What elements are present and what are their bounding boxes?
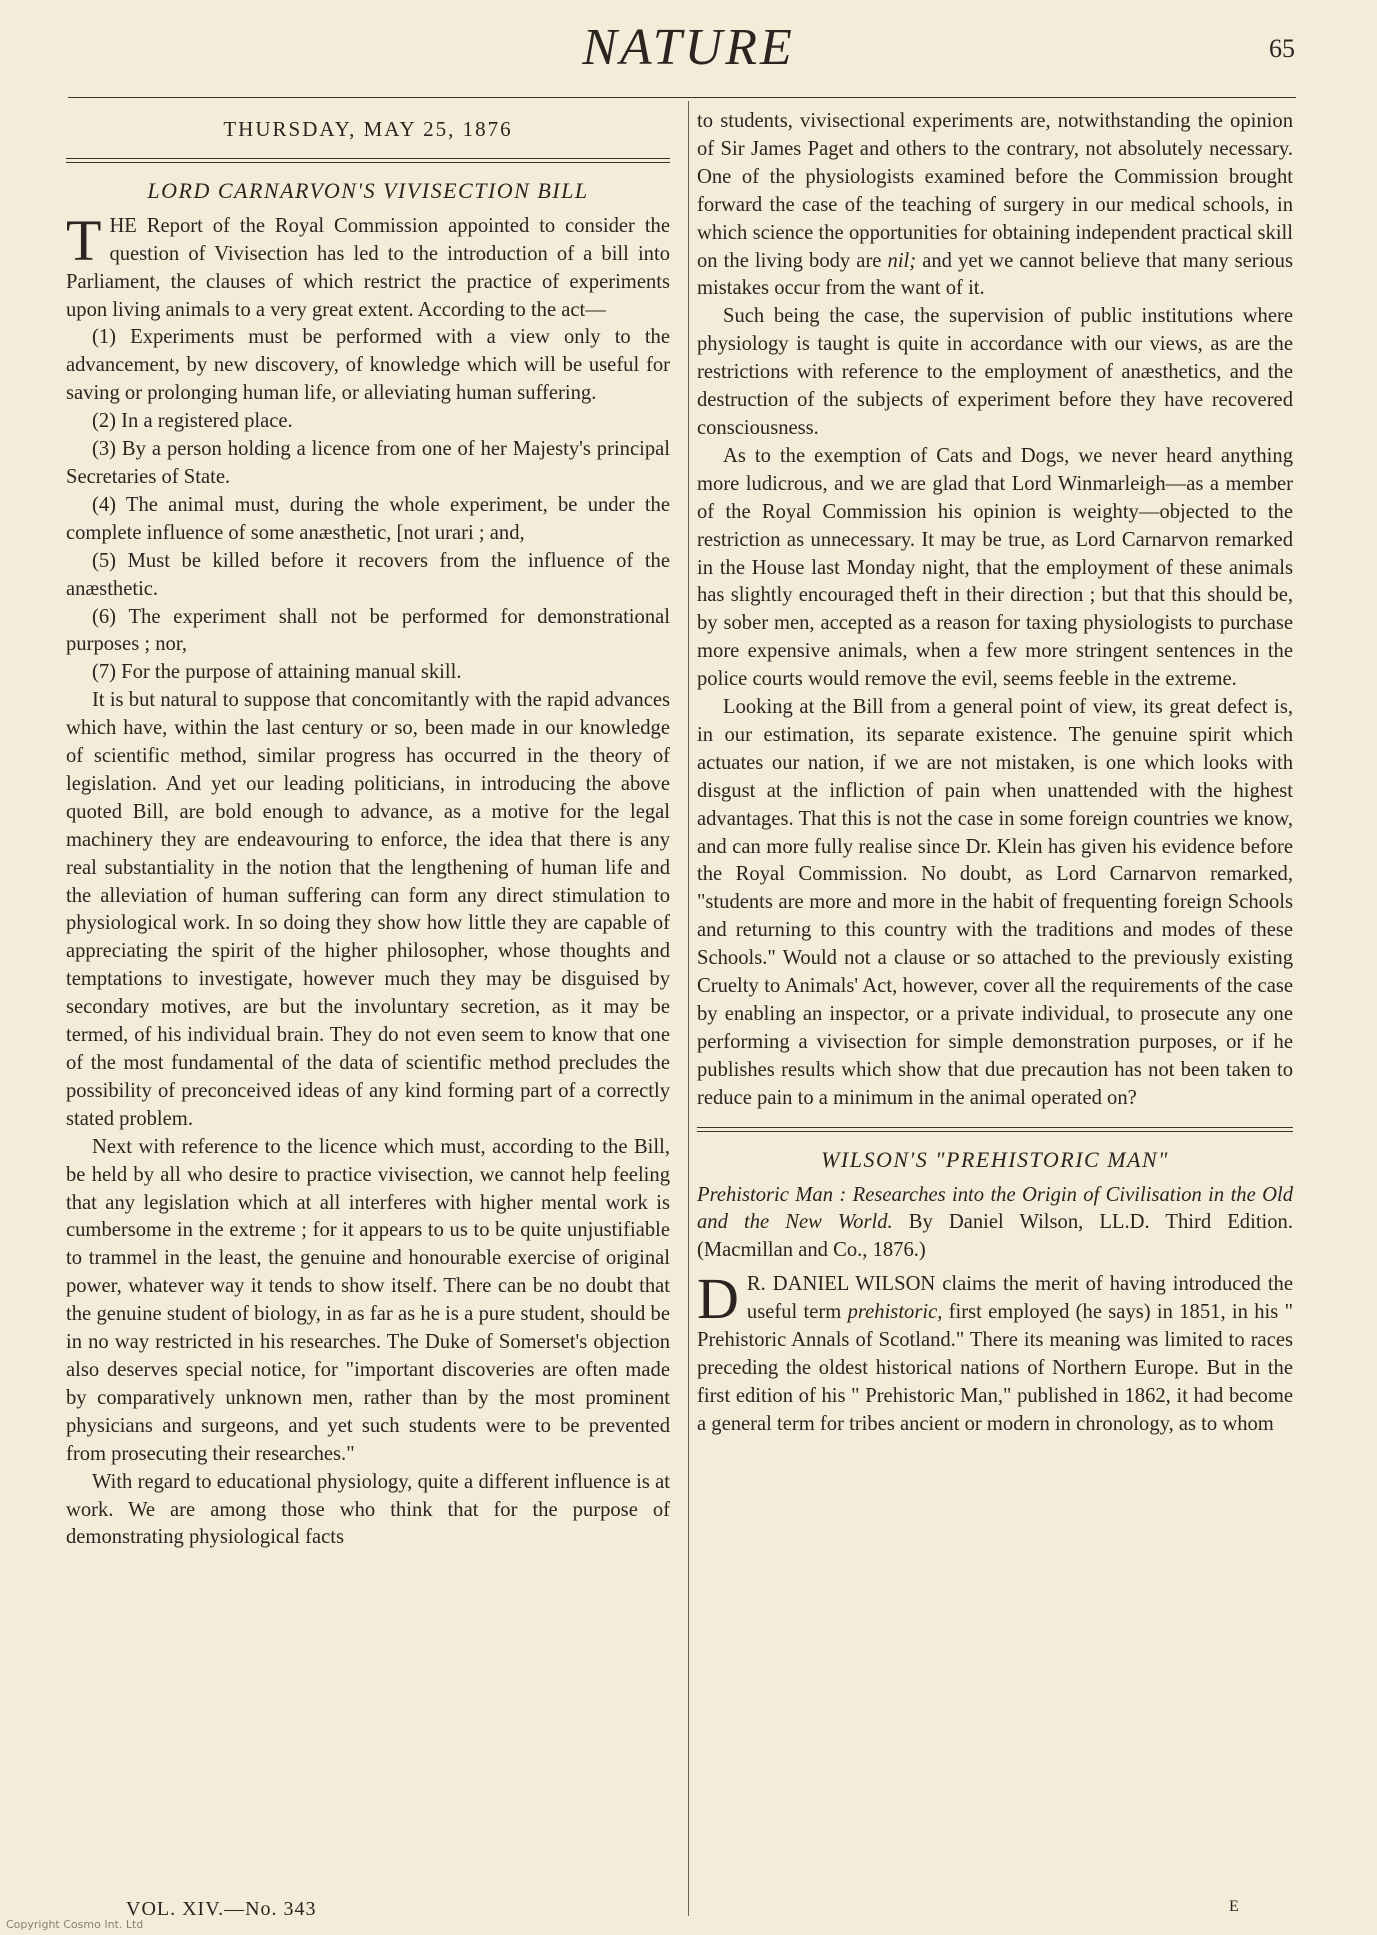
right-column [697, 108, 1293, 1439]
double-rule [66, 158, 670, 163]
term-prehistoric: prehistoric, [847, 1301, 943, 1324]
emphasis-nil: nil; [887, 249, 917, 272]
article-title: LORD CARNARVON'S VIVISECTION BILL [147, 177, 589, 203]
clause-item: (4) The animal must, during the whole experiment, be under the complete influence of some anæsthetic, [not urari ; and, [66, 493, 670, 544]
continued-text-end: and yet we cannot believe that many serious mistakes occur from the want of it. [697, 249, 1293, 300]
clause-item: (6) The experiment shall not be performed for demonstrational purposes ; nor, [66, 605, 670, 656]
review-title: WILSON'S "PREHISTORIC MAN" [821, 1146, 1169, 1172]
issue-date: THURSDAY, MAY 25, 1876 [223, 117, 513, 141]
volume-number: VOL. XIV.—No. 343 [126, 1898, 317, 1920]
copyright-watermark: Copyright Cosmo Int. Ltd [6, 1918, 144, 1931]
review-text: R. DANIEL WILSON claims the merit of having introduced the useful term [746, 1273, 1293, 1324]
top-rule [68, 97, 1296, 98]
body-paragraph: It is but natural to suppose that concomitantly with the rapid advances which have, within the last century or so, been made in our knowledge of scientific method, similar progress has occurred in the theory of legislation. And yet our leading politicians, in introducing the above quoted Bill, are bold enough to advance, as a motive for the legal machinery they are endeavouring to enforce, the idea that there is any real substantiality in the notion that the lengthening of human life and the alleviation of human suffering can form any direct stimulation to physiological work. In so doing they show how little they are capable of appreciating the spirit of the higher philosopher, whose thoughts and temptations to investigate, however much they may be disguised by secondary motives, are but the involuntary secretion, as it may be termed, of his individual brain. They do not even seem to know that one of the most fundamental of the data of scientific method precludes the possibility of preconceived ideas of any kind forming part of a correctly stated problem. [66, 689, 670, 1130]
clause-item: (3) By a person holding a licence from one of her Majesty's principal Secretaries of State. [66, 438, 670, 488]
clause-item: (1) Experiments must be performed with a view only to the advancement, by new discovery, of knowledge which will be useful for saving or prolonging human life, or alleviating human suffering. [66, 326, 670, 405]
book-details: By Daniel Wilson, LL.D. Third Edition. (Macmillan and Co., 1876.) [697, 1211, 1293, 1262]
body-paragraph: Next with reference to the licence which must, according to the Bill, be held by all who desire to practice vivisection, we cannot help feeling that any legislation which at all interferes with higher mental work is cumbersome in the extreme ; for it appears to us to be quite unjustifiable to trammel in the least, the genuine and honourable exercise of original power, whatever way it tends to show itself. There can be no doubt that the genuine student of biology, in as far as he is a pure student, should be in no way restricted in his researches. The Duke of Somerset's objection also deserves special notice, for "important discoveries are often made by comparatively unknown men, rather than by the most prominent physicians and surgeons, and yet such students were to be prevented from prosecuting their researches." [66, 1135, 670, 1465]
masthead: NATURE [582, 19, 795, 76]
signature-mark: E [1229, 1898, 1239, 1915]
clause-item: (7) For the purpose of attaining manual skill. [92, 661, 462, 684]
clause-item: (2) In a registered place. [92, 410, 293, 433]
review-text-end: first employed (he says) in 1851, in his " Prehistoric Annals of Scotland." There its meaning was limited to races preceding the oldest historical nations of Northern Europe. But in the first edition of his " Prehistoric Man," published in 1862, it had become a general term for tribes ancient or modern in chronology, as to whom [697, 1301, 1293, 1435]
book-citation [697, 1182, 1293, 1266]
body-paragraph: With regard to educational physiology, quite a different influence is at work. We are among those who think that for the purpose of demonstrating physiological facts [66, 1470, 670, 1549]
drop-cap: D [697, 1266, 739, 1332]
clause-item: (5) Must be killed before it recovers from the influence of the anæsthetic. [66, 549, 670, 600]
book-title: Prehistoric Man : Researches into the Origin of Civilisation in the Old and the New World. [697, 1183, 1293, 1234]
left-column [66, 108, 670, 1552]
body-paragraph: Such being the case, the supervision of public institutions where physiology is taught is quite in accordance with our views, as are the restrictions with reference to the employment of anæsthetics, and the destruction of the subjects of experiment before they have recovered consciousness. [697, 305, 1293, 439]
page-number: 65 [1269, 34, 1295, 63]
column-rule [688, 101, 689, 1916]
body-paragraph-continued [697, 108, 1293, 303]
drop-cap: T [66, 207, 102, 273]
body-paragraph: Looking at the Bill from a general point of view, its great defect is, in our estimation, its separate existence. The genuine spirit which actuates our nation, if we are not mistaken, is one which looks with disgust at the infliction of pain when unattended with the highest advantages. That this is not the case in some foreign countries we know, and can more fully realise since Dr. Klein has given his evidence before the Royal Commission. No doubt, as Lord Carnarvon remarked, "students are more and more in the habit of frequenting foreign Schools and returning to this country with the traditions and modes of these Schools." Would not a clause or so attached to the previously existing Cruelty to Animals' Act, however, cover all the requirements of the case by enabling an inspector, or a private individual, to prosecute any one performing a vivisection for simple demonstration purposes, or if he publishes results which show that due precaution has not been taken to reduce pain to a minimum in the animal operated on? [697, 696, 1293, 1109]
review-body [697, 1266, 1293, 1438]
double-rule [697, 1127, 1293, 1132]
continued-text: to students, vivisectional experiments are, notwithstanding the opinion of Sir James Paget and others to the contrary, not absolutely necessary. One of the physiologists examined before the Commission brought forward the case of the teaching of surgery in our medical schools, in which science the opportunities for obtaining independent practical skill on the living body are [697, 110, 1293, 272]
body-paragraph: As to the exemption of Cats and Dogs, we never heard anything more ludicrous, and we are glad that Lord Winmarleigh—as a member of the Royal Commission his opinion is weighty—objected to the restriction as unnecessary. It may be true, as Lord Carnarvon remarked in the House last Monday night, that the employment of these animals has slightly encouraged theft in their direction ; but that this should be, by sober men, accepted as a reason for taxing physiologists to purchase more expensive animals, when a few more stringent sentences in the police courts would remove the evil, seems feeble in the extreme. [697, 444, 1293, 691]
article-intro [66, 207, 670, 325]
intro-text: HE Report of the Royal Commission appointed to consider the question of Vivisection has led to the introduction of a bill into Parliament, the clauses of which restrict the practice of experiments upon living animals to a very great extent. According to the act— [66, 214, 670, 321]
